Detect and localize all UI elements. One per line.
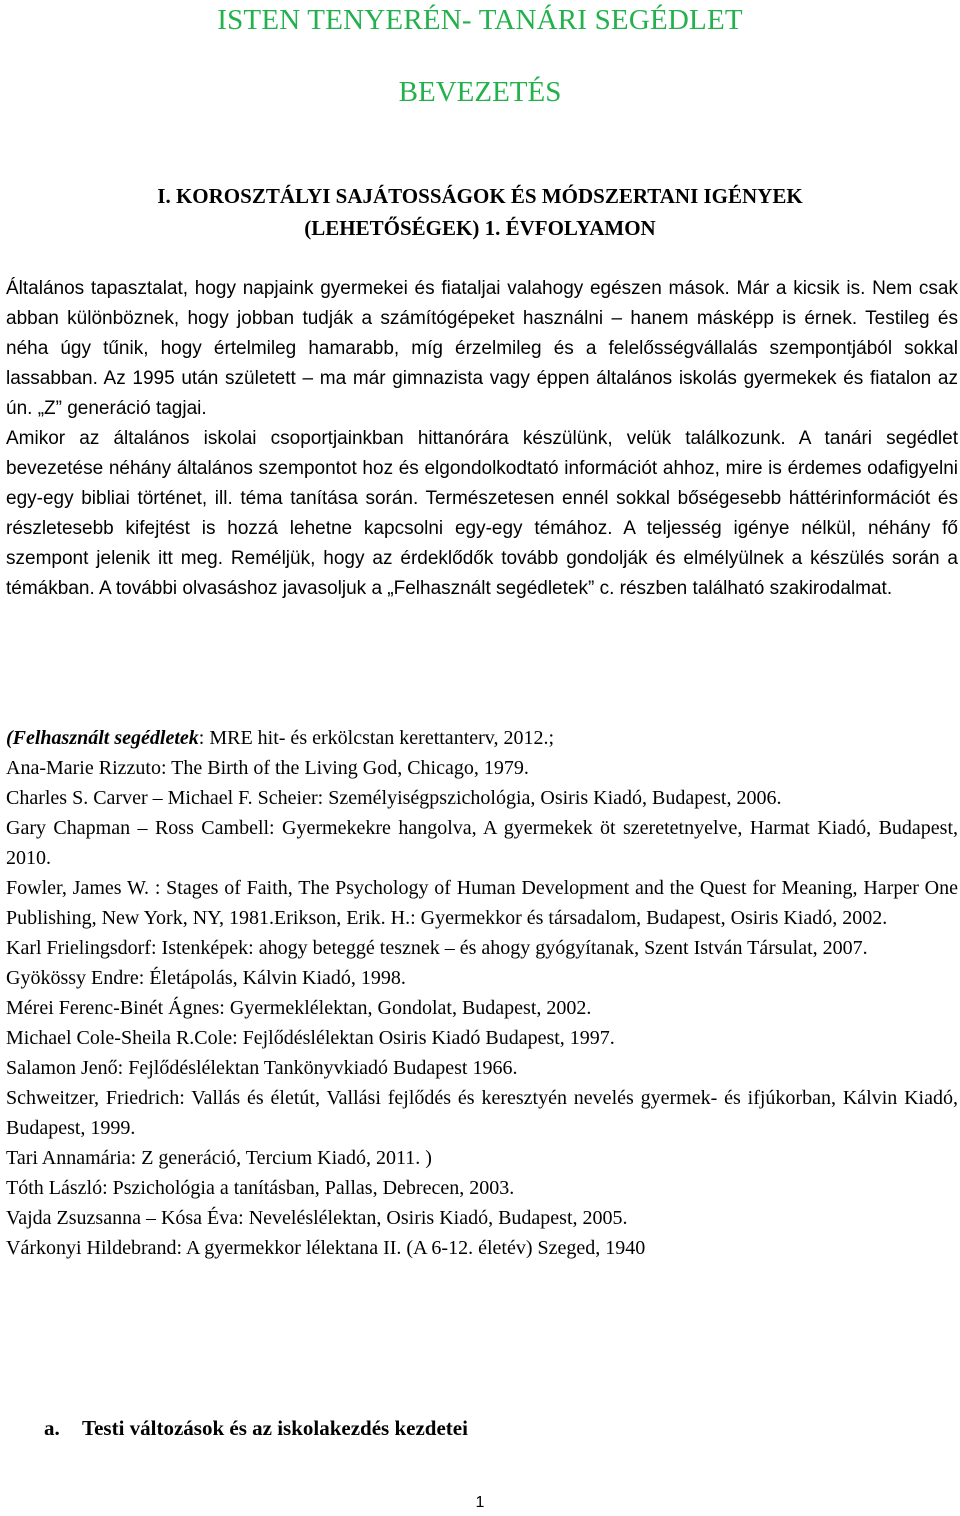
section-heading-line2: (LEHETŐSÉGEK) 1. ÉVFOLYAMON	[304, 216, 656, 240]
reference-item: Charles S. Carver – Michael F. Scheier: Személyiségpszichológia, Osiris Kiadó, Budapest, 2006.	[6, 787, 782, 809]
reference-item: Várkonyi Hildebrand: A gyermekkor lélektana II. (A 6-12. életév) Szeged, 1940	[6, 1237, 646, 1259]
subsection-title: Testi változások és az iskolakezdés kezdetei	[82, 1416, 468, 1440]
reference-item: Gary Chapman – Ross Cambell: Gyermekekre hangolva, A gyermekek öt szeretetnyelve, Harmat Kiadó, Budapest, 2010.	[6, 817, 958, 869]
reference-first-text: : MRE hit- és erkölcstan kerettanterv, 2012.;	[198, 727, 555, 749]
reference-item: Michael Cole-Sheila R.Cole: Fejlődéslélektan Osiris Kiadó Budapest, 1997.	[6, 1027, 615, 1049]
reference-item: Fowler, James W. : Stages of Faith, The Psychology of Human Development and the Quest for Meaning, Harper One Publishing, New York, NY, 1981.Erikson, Erik. H.: Gyermekkor és társadalom, Budapest, Osiris Kiadó, 2002.	[6, 877, 958, 929]
reference-item: Tóth László: Pszichológia a tanításban, Pallas, Debrecen, 2003.	[6, 1177, 515, 1199]
section-heading	[0, 180, 960, 244]
reference-item: Vajda Zsuzsanna – Kósa Éva: Neveléslélektan, Osiris Kiadó, Budapest, 2005.	[6, 1207, 628, 1229]
reference-item: Tari Annamária: Z generáció, Tercium Kiadó, 2011. )	[6, 1147, 432, 1169]
document-title: ISTEN TENYERÉN- TANÁRI SEGÉDLET	[217, 4, 743, 36]
reference-item: Schweitzer, Friedrich: Vallás és életút, Vallási fejlődés és keresztyén nevelés gyermek- és ifjúkorban, Kálvin Kiadó, Budapest, 1999.	[6, 1087, 958, 1139]
intro-text	[6, 274, 958, 604]
subsection-marker: a.	[44, 1416, 60, 1440]
reference-item	[6, 723, 958, 753]
reference-item: Mérei Ferenc-Binét Ágnes: Gyermeklélektan, Gondolat, Budapest, 2002.	[6, 997, 592, 1019]
references-lead-label: (Felhasznált segédletek	[6, 727, 199, 749]
reference-item: Karl Frielingsdorf: Istenképek: ahogy beteggé tesznek – és ahogy gyógyítanak, Szent István Társulat, 2007.	[6, 937, 868, 959]
subsection-heading-a	[44, 1416, 468, 1441]
section-heading-line1: I. KOROSZTÁLYI SAJÁTOSSÁGOK ÉS MÓDSZERTANI IGÉNYEK	[157, 184, 803, 208]
intro-paragraph-2: Amikor az általános iskolai csoportjainkban hittanórára készülünk, velük találkozunk. A tanári segédlet bevezetése néhány általános szempontot hoz és elgondolkodtató információt ahhoz, mire is érdemes odafigyelni egy-egy bibliai történet, ill. téma tanítása során. Természetesen ennél sokkal bőségesebb háttérinformációt és részletesebb kifejtést is hozzá lehetne kapcsolni egy-egy témához. A teljesség igénye nélkül, néhány fő szempont jelenik itt meg. Reméljük, hogy az érdeklődők tovább gondolják és elmélyülnek a készülés során a témákban. A további olvasáshoz javasoljuk a „Felhasznált segédletek” c. részben található szakirodalmat.	[6, 428, 958, 599]
page-number: 1	[475, 1494, 485, 1511]
references-list	[6, 723, 958, 1263]
reference-item: Gyökössy Endre: Életápolás, Kálvin Kiadó, 1998.	[6, 967, 406, 989]
reference-item: Ana-Marie Rizzuto: The Birth of the Living God, Chicago, 1979.	[6, 757, 529, 779]
intro-paragraph-1: Általános tapasztalat, hogy napjaink gyermekei és fiataljai valahogy egészen mások. Már a kicsik is. Nem csak abban különböznek, hogy jobban tudják a számítógépeket használni – hanem másképp is érnek. Testileg és néha úgy tűnik, hogy értelmileg hamarabb, míg érzelmileg és a felelősségvállalás szempontjából sokkal lassabban. Az 1995 után született – ma már gimnazista vagy éppen általános iskolás gyermekek és fiatalon az ún. „Z” generáció tagjai.	[6, 278, 958, 419]
reference-item: Salamon Jenő: Fejlődéslélektan Tankönyvkiadó Budapest 1966.	[6, 1057, 518, 1079]
document-subtitle: BEVEZETÉS	[398, 76, 562, 108]
